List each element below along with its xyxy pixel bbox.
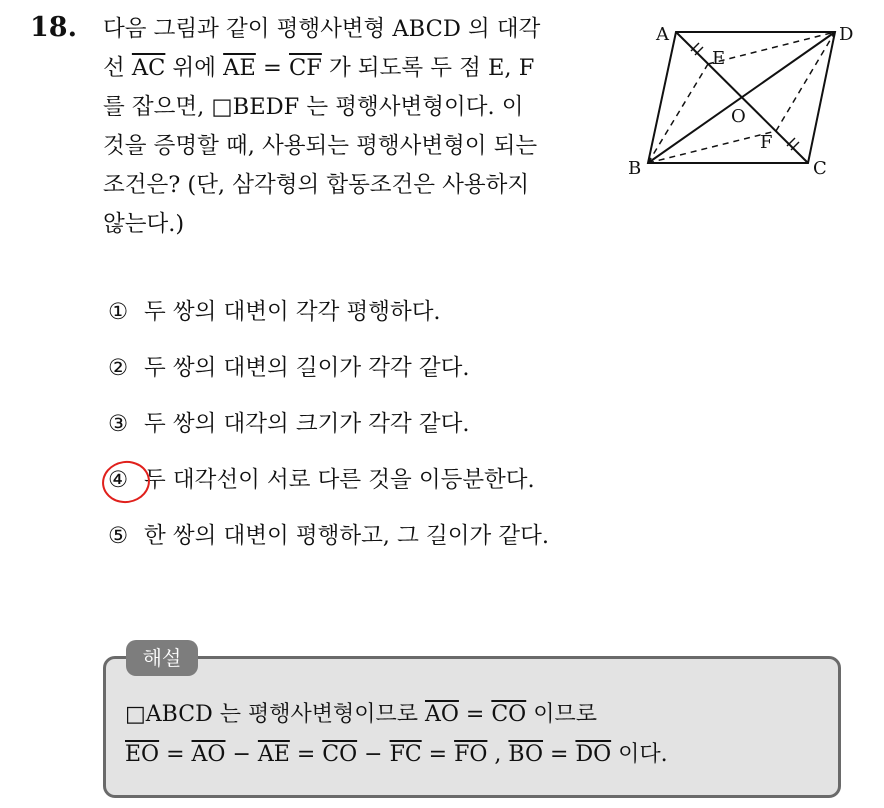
choice-2[interactable] bbox=[108, 348, 549, 404]
solution-text bbox=[125, 695, 668, 775]
solution-line: $\overline{EO} = \overline{AO} - \overline{AE} = \overline{CO} - \overline{FC} = \overline{FO}$ , $\overline{BO} = \overline{DO}$ 이다. bbox=[125, 742, 668, 767]
segment-be bbox=[648, 64, 708, 163]
segment-bf bbox=[648, 131, 776, 163]
stem-line: 다음 그림과 같이 평행사변형 ABCD 의 대각 bbox=[103, 16, 541, 42]
choice-3[interactable] bbox=[108, 404, 549, 460]
label-b: B bbox=[628, 158, 642, 179]
segment-notation: $\overline{AO}$ bbox=[191, 742, 226, 767]
question-stem bbox=[103, 10, 623, 244]
segment-notation: $\overline{AC}$ bbox=[131, 55, 166, 81]
label-o: O bbox=[731, 106, 746, 127]
answer-choices bbox=[108, 292, 549, 572]
label-e: E bbox=[712, 48, 726, 69]
choice-number: ② bbox=[108, 355, 129, 381]
stem-line: 것을 증명할 때, 사용되는 평행사변형이 되는 bbox=[103, 133, 538, 159]
solution-tab: 해설 bbox=[126, 640, 198, 676]
segment-notation: $\overline{AE}$ bbox=[223, 55, 256, 81]
question-number: 18. bbox=[30, 12, 77, 43]
choice-4[interactable] bbox=[108, 460, 549, 516]
segment-ed bbox=[708, 32, 835, 64]
label-f: F bbox=[760, 132, 773, 153]
choice-text: 두 쌍의 대각의 크기가 각각 같다. bbox=[144, 411, 470, 437]
stem-line: 않는다.) bbox=[103, 211, 185, 237]
segment-notation: $\overline{EO}$ bbox=[125, 742, 160, 767]
choice-text: 두 대각선이 서로 다른 것을 이등분한다. bbox=[144, 467, 535, 493]
parallelogram-figure bbox=[620, 14, 870, 189]
segment-notation: $\overline{CF}$ bbox=[289, 55, 322, 81]
choice-number: ① bbox=[108, 299, 129, 325]
choice-text: 두 쌍의 대변의 길이가 각각 같다. bbox=[144, 355, 470, 381]
label-c: C bbox=[813, 158, 827, 179]
choice-number: ⑤ bbox=[108, 523, 129, 549]
segment-notation: $\overline{AO}$ bbox=[424, 702, 459, 727]
stem-line: 선 $\overline{AC}$ 위에 $\overline{AE} = \overline{CF}$ 가 되도록 두 점 E, F bbox=[103, 55, 535, 81]
segment-notation: $\overline{DO}$ bbox=[575, 742, 612, 767]
choice-5[interactable] bbox=[108, 516, 549, 572]
diagonal-bd bbox=[648, 32, 835, 163]
choice-text: 한 쌍의 대변이 평행하고, 그 길이가 같다. bbox=[144, 523, 549, 549]
segment-notation: $\overline{CO}$ bbox=[491, 702, 527, 727]
stem-line: 조건은? (단, 삼각형의 합동조건은 사용하지 bbox=[103, 172, 530, 198]
choice-text: 두 쌍의 대변이 각각 평행하다. bbox=[144, 299, 441, 325]
segment-notation: $\overline{CO}$ bbox=[322, 742, 358, 767]
segment-notation: $\overline{FO}$ bbox=[454, 742, 488, 767]
segment-notation: $\overline{AE}$ bbox=[257, 742, 290, 767]
label-a: A bbox=[656, 24, 669, 45]
choice-number: ③ bbox=[108, 411, 129, 437]
stem-line: 를 잡으면, □BEDF 는 평행사변형이다. 이 bbox=[103, 94, 524, 120]
segment-fd bbox=[776, 32, 835, 131]
solution-line: □ABCD 는 평행사변형이므로 $\overline{AO} = \overline{CO}$ 이므로 bbox=[125, 702, 597, 727]
segment-notation: $\overline{BO}$ bbox=[508, 742, 544, 767]
choice-1[interactable] bbox=[108, 292, 549, 348]
label-d: D bbox=[839, 24, 854, 45]
choice-number: ④ bbox=[108, 467, 129, 493]
segment-notation: $\overline{FC}$ bbox=[389, 742, 422, 767]
